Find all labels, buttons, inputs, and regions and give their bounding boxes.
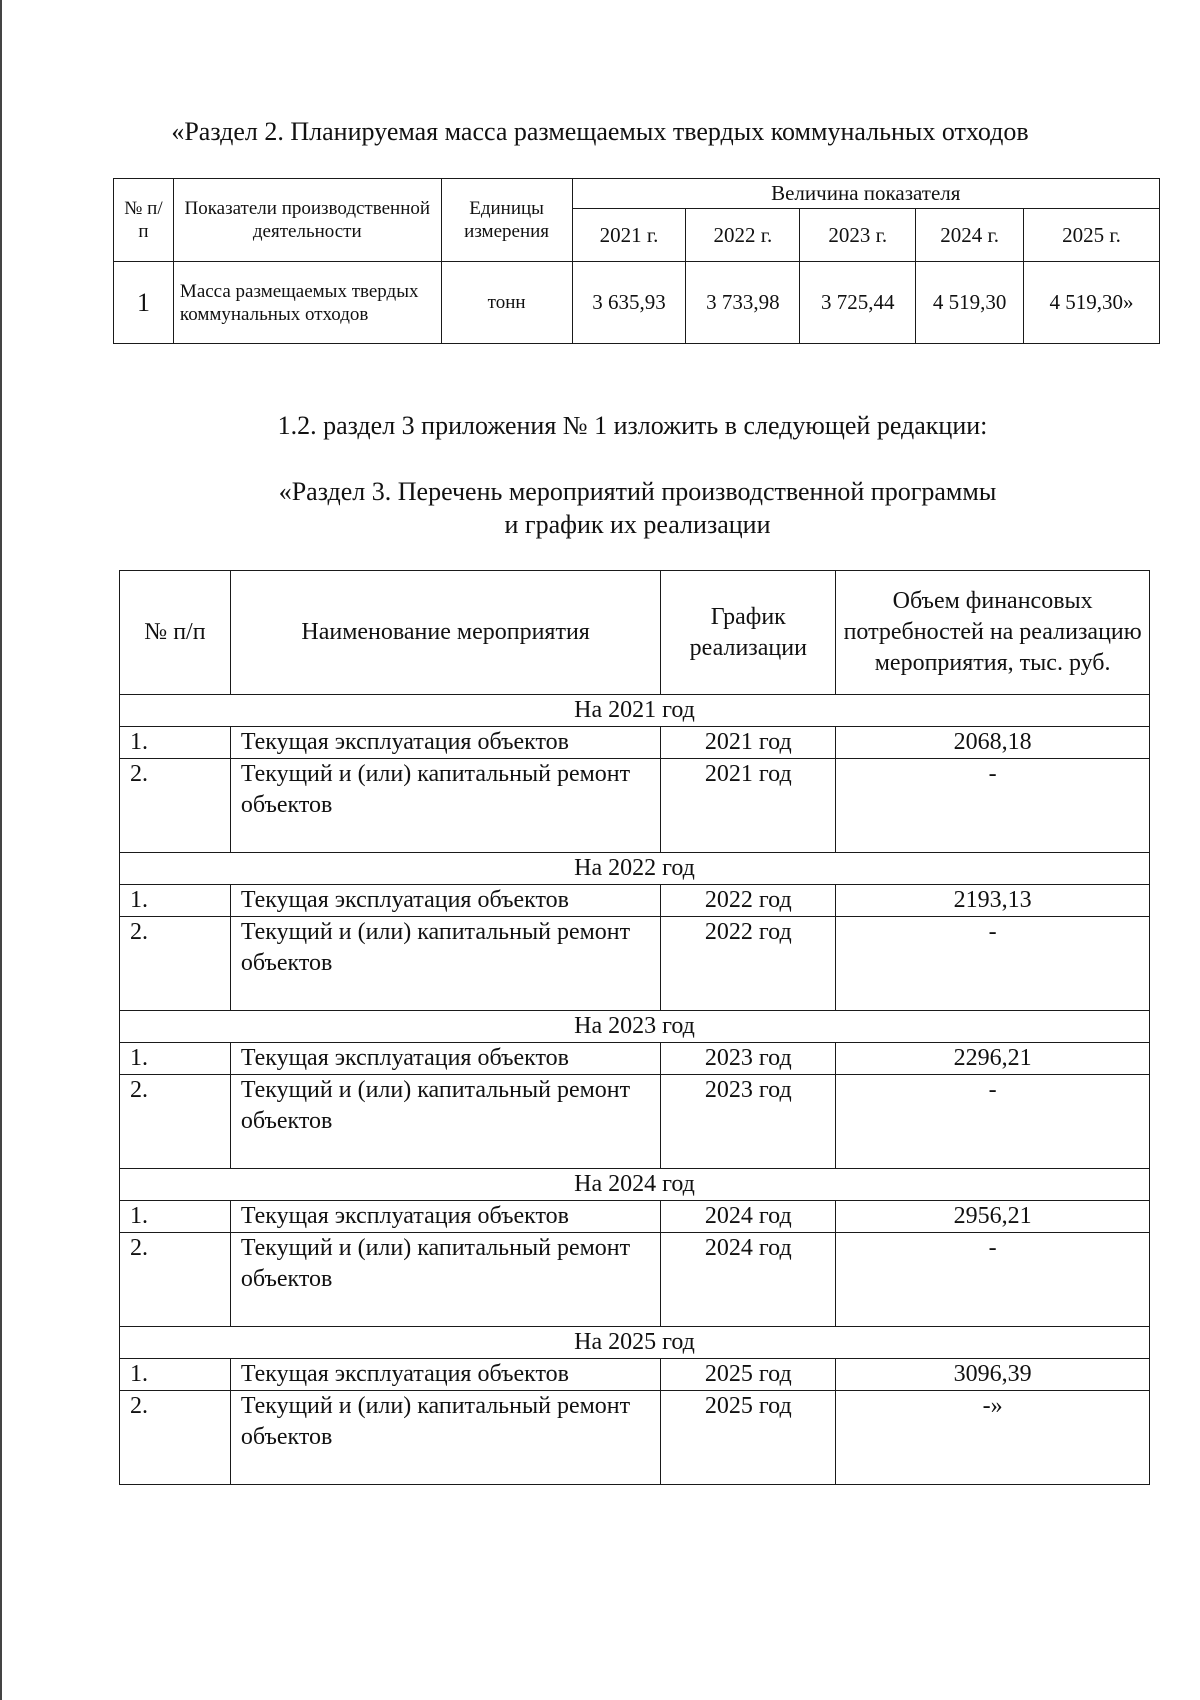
header-num: № п/п [120,571,231,695]
row-name: Текущая эксплуатация объектов [230,885,661,917]
header-cost: Объем финансовых потребностей на реализацию мероприятия, тыс. руб. [836,571,1150,695]
row-num: 1. [120,1043,231,1075]
row-name: Текущая эксплуатация объектов [230,1201,661,1233]
value-2022: 3 733,98 [686,262,800,344]
row-name: Текущий и (или) капитальный ремонт объектов [230,917,661,1011]
row-num: 1. [120,727,231,759]
row-cost: -» [836,1391,1150,1485]
row-num: 2. [120,1233,231,1327]
row-num: 2. [120,917,231,1011]
value-2024: 4 519,30 [916,262,1024,344]
value-2023: 3 725,44 [800,262,916,344]
section2-title: «Раздел 2. Планируемая масса размещаемых твердых коммунальных отходов [171,117,1029,146]
row-cost: - [836,759,1150,853]
row-num: 1 [114,262,174,344]
waste-mass-table [113,178,1160,344]
row-schedule: 2023 год [661,1043,836,1075]
header-num: № п/п [114,179,174,262]
header-year-2024: 2024 г. [916,209,1024,262]
header-year-2023: 2023 г. [800,209,916,262]
row-name: Масса размещаемых твердых коммунальных отходов [173,262,441,344]
row-name: Текущий и (или) капитальный ремонт объектов [230,1391,661,1485]
row-unit: тонн [441,262,572,344]
row-cost: - [836,917,1150,1011]
row-cost: 2068,18 [836,727,1150,759]
row-schedule: 2024 год [661,1201,836,1233]
year-group-2023: На 2023 год [120,1011,1150,1043]
row-num: 1. [120,885,231,917]
row-schedule: 2025 год [661,1391,836,1485]
row-name: Текущий и (или) капитальный ремонт объектов [230,1233,661,1327]
header-indicator: Показатели производственной деятельности [173,179,441,262]
header-year-2022: 2022 г. [686,209,800,262]
value-2025: 4 519,30» [1024,262,1160,344]
year-group-2022: На 2022 год [120,853,1150,885]
row-name: Текущий и (или) капитальный ремонт объектов [230,1075,661,1169]
row-cost: 2956,21 [836,1201,1150,1233]
row-name: Текущая эксплуатация объектов [230,1043,661,1075]
row-cost: 2296,21 [836,1043,1150,1075]
year-group-2025: На 2025 год [120,1327,1150,1359]
row-schedule: 2022 год [661,917,836,1011]
value-2021: 3 635,93 [572,262,686,344]
row-cost: 2193,13 [836,885,1150,917]
row-name: Текущий и (или) капитальный ремонт объектов [230,759,661,853]
row-schedule: 2021 год [661,727,836,759]
year-group-2021: На 2021 год [120,695,1150,727]
row-schedule: 2023 год [661,1075,836,1169]
row-schedule: 2024 год [661,1233,836,1327]
section3-title-line2: и график их реализации [504,510,771,539]
row-num: 2. [120,759,231,853]
row-name: Текущая эксплуатация объектов [230,727,661,759]
row-schedule: 2022 год [661,885,836,917]
instruction-text: 1.2. раздел 3 приложения № 1 изложить в следующей редакции: [277,411,988,440]
header-value: Величина показателя [572,179,1159,209]
row-cost: - [836,1075,1150,1169]
header-unit: Единицы измерения [441,179,572,262]
row-num: 1. [120,1201,231,1233]
row-name: Текущая эксплуатация объектов [230,1359,661,1391]
events-table [119,570,1150,1485]
row-num: 2. [120,1075,231,1169]
header-year-2025: 2025 г. [1024,209,1160,262]
header-name: Наименование мероприятия [230,571,661,695]
section3-title-line1: «Раздел 3. Перечень мероприятий производственной программы [278,477,997,506]
row-schedule: 2025 год [661,1359,836,1391]
page-edge [0,0,2,1700]
row-schedule: 2021 год [661,759,836,853]
row-num: 2. [120,1391,231,1485]
row-cost: 3096,39 [836,1359,1150,1391]
year-group-2024: На 2024 год [120,1169,1150,1201]
header-year-2021: 2021 г. [572,209,686,262]
row-num: 1. [120,1359,231,1391]
header-schedule: График реализации [661,571,836,695]
row-cost: - [836,1233,1150,1327]
